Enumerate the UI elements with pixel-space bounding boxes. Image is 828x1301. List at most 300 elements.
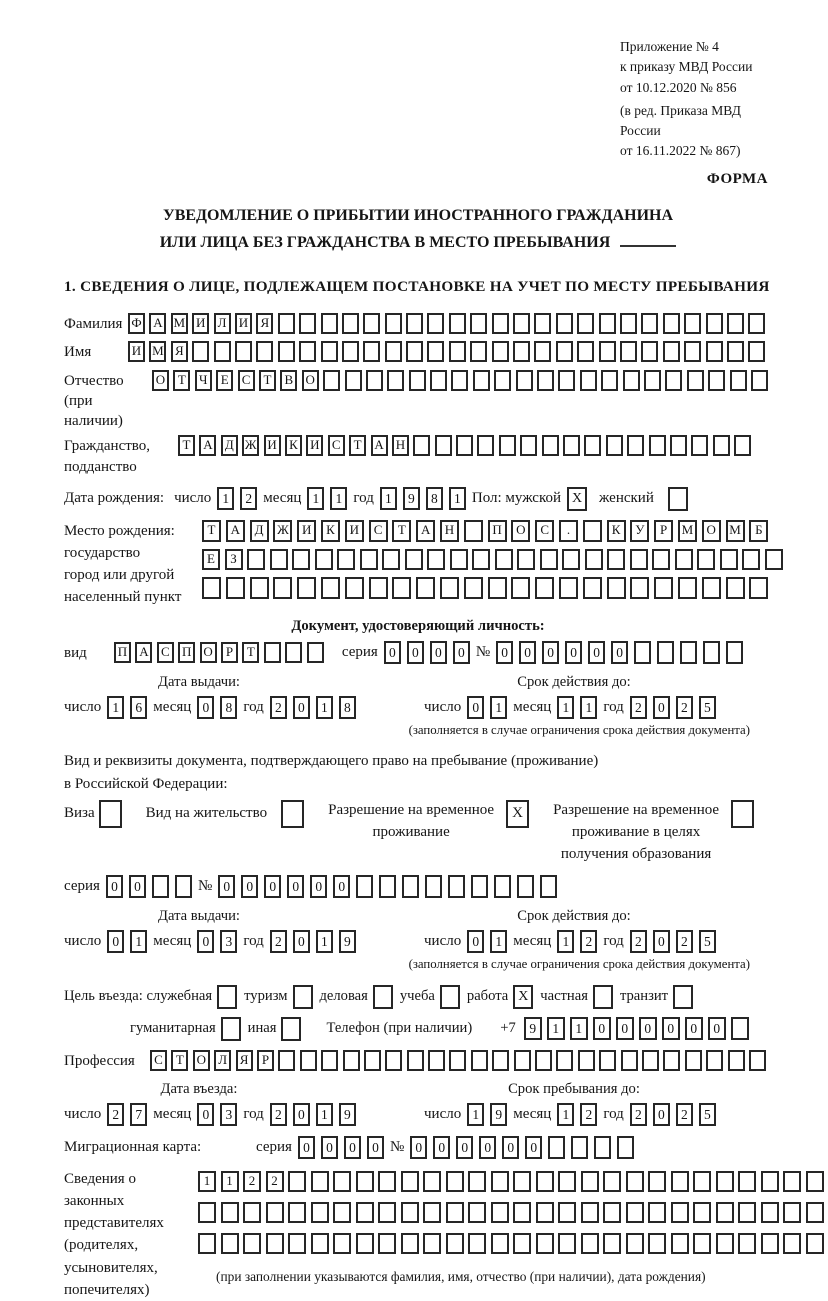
form-cell[interactable] [342,313,359,334]
form-cell[interactable] [691,435,708,456]
form-cell[interactable] [491,1202,509,1223]
form-cell[interactable] [716,1233,734,1254]
form-cell[interactable]: 0 [384,641,401,664]
form-cell[interactable]: 8 [426,487,443,510]
form-cell[interactable] [451,370,468,391]
form-cell[interactable] [726,577,745,599]
form-cell[interactable]: 0 [197,930,214,953]
form-cell[interactable] [413,435,430,456]
form-cell[interactable] [749,577,768,599]
form-cell[interactable] [558,1171,576,1192]
form-cell[interactable] [345,577,364,599]
form-cell[interactable] [273,577,292,599]
form-cell[interactable] [409,370,426,391]
sex-female-checkbox[interactable] [668,487,688,511]
form-cell[interactable] [534,313,551,334]
form-cell[interactable] [470,313,487,334]
form-cell[interactable] [491,1233,509,1254]
form-cell[interactable] [366,370,383,391]
form-cell[interactable] [468,1171,486,1192]
form-cell[interactable] [738,1202,756,1223]
form-cell[interactable]: Т [392,520,411,542]
form-cell[interactable] [783,1202,801,1223]
form-cell[interactable]: 2 [240,487,257,510]
form-cell[interactable]: 0 [639,1017,657,1040]
form-cell[interactable] [423,1171,441,1192]
form-cell[interactable] [648,1233,666,1254]
form-cell[interactable] [311,1202,329,1223]
form-cell[interactable] [517,549,535,570]
form-cell[interactable]: И [192,313,209,334]
form-cell[interactable]: 1 [570,1017,588,1040]
form-cell[interactable] [468,1233,486,1254]
form-cell[interactable] [311,1233,329,1254]
form-cell[interactable] [671,1202,689,1223]
form-cell[interactable] [601,370,618,391]
form-cell[interactable] [369,577,388,599]
form-cell[interactable] [360,549,378,570]
purpose-transit-checkbox[interactable] [673,985,693,1009]
form-cell[interactable] [556,1050,573,1071]
form-cell[interactable]: К [285,435,302,456]
form-cell[interactable] [644,370,661,391]
form-cell[interactable] [345,370,362,391]
form-cell[interactable]: А [416,520,435,542]
form-cell[interactable] [499,435,516,456]
form-cell[interactable] [427,341,444,362]
form-cell[interactable]: 1 [580,696,597,719]
form-cell[interactable]: 0 [293,1103,310,1126]
form-cell[interactable]: 0 [653,1103,670,1126]
form-cell[interactable] [680,641,697,664]
form-cell[interactable] [402,875,419,898]
form-cell[interactable] [558,370,575,391]
form-cell[interactable]: О [193,1050,210,1071]
form-cell[interactable]: С [238,370,255,391]
edu-permit-checkbox[interactable] [731,800,754,828]
form-cell[interactable] [671,1233,689,1254]
form-cell[interactable]: 3 [220,930,237,953]
form-cell[interactable] [473,370,490,391]
form-cell[interactable]: 0 [525,1136,542,1159]
form-cell[interactable] [464,520,483,542]
form-cell[interactable] [321,313,338,334]
form-cell[interactable]: Ч [195,370,212,391]
form-cell[interactable]: И [297,520,316,542]
form-cell[interactable]: 2 [270,696,287,719]
form-cell[interactable] [378,1202,396,1223]
form-cell[interactable] [706,313,723,334]
form-cell[interactable]: 2 [266,1171,284,1192]
form-cell[interactable]: 0 [588,641,605,664]
form-cell[interactable] [492,341,509,362]
form-cell[interactable] [385,1050,402,1071]
form-cell[interactable] [307,642,324,663]
form-cell[interactable]: У [630,520,649,542]
form-cell[interactable] [266,1233,284,1254]
form-cell[interactable]: Р [654,520,673,542]
form-cell[interactable]: О [302,370,319,391]
purpose-study-checkbox[interactable] [440,985,460,1009]
form-cell[interactable] [558,1233,576,1254]
form-cell[interactable] [540,549,558,570]
form-cell[interactable]: 0 [218,875,235,898]
form-cell[interactable] [323,370,340,391]
form-cell[interactable]: И [306,435,323,456]
form-cell[interactable] [748,313,765,334]
form-cell[interactable]: 2 [676,930,693,953]
purpose-private-checkbox[interactable] [593,985,613,1009]
form-cell[interactable]: 9 [524,1017,542,1040]
form-cell[interactable]: Е [202,549,220,570]
form-cell[interactable] [620,313,637,334]
form-cell[interactable] [607,549,625,570]
form-cell[interactable] [456,435,473,456]
form-cell[interactable]: 0 [410,1136,427,1159]
form-cell[interactable] [247,549,265,570]
form-cell[interactable]: 0 [293,930,310,953]
form-cell[interactable] [321,1050,338,1071]
form-cell[interactable] [671,1171,689,1192]
form-cell[interactable] [742,549,760,570]
form-cell[interactable]: 0 [321,1136,338,1159]
form-cell[interactable] [401,1233,419,1254]
form-cell[interactable]: 1 [557,1103,574,1126]
form-cell[interactable]: 1 [217,487,234,510]
purpose-humanitarian-checkbox[interactable] [221,1017,241,1041]
form-cell[interactable]: 0 [467,696,484,719]
form-cell[interactable] [603,1233,621,1254]
temp-permit-checkbox[interactable]: X [506,800,529,828]
form-cell[interactable] [440,577,459,599]
form-cell[interactable]: 2 [630,930,647,953]
form-cell[interactable] [783,1171,801,1192]
form-cell[interactable]: 0 [593,1017,611,1040]
form-cell[interactable] [663,313,680,334]
form-cell[interactable] [356,875,373,898]
form-cell[interactable] [806,1233,824,1254]
form-cell[interactable] [378,1233,396,1254]
form-cell[interactable]: 1 [490,696,507,719]
form-cell[interactable] [379,875,396,898]
form-cell[interactable]: 2 [676,696,693,719]
form-cell[interactable]: 1 [547,1017,565,1040]
form-cell[interactable] [577,341,594,362]
form-cell[interactable] [202,577,221,599]
form-cell[interactable] [578,1050,595,1071]
form-cell[interactable]: Я [236,1050,253,1071]
form-cell[interactable] [675,549,693,570]
form-cell[interactable]: Л [214,1050,231,1071]
form-cell[interactable]: 0 [611,641,628,664]
form-cell[interactable] [648,1202,666,1223]
form-cell[interactable] [727,341,744,362]
form-cell[interactable]: 0 [430,641,447,664]
form-cell[interactable] [594,1136,611,1159]
form-cell[interactable] [152,875,169,898]
form-cell[interactable] [333,1171,351,1192]
form-cell[interactable]: В [280,370,297,391]
form-cell[interactable]: 2 [630,696,647,719]
form-cell[interactable]: 2 [270,930,287,953]
form-cell[interactable] [535,577,554,599]
form-cell[interactable]: Т [259,370,276,391]
form-cell[interactable]: 9 [490,1103,507,1126]
form-cell[interactable] [702,577,721,599]
form-cell[interactable]: 0 [298,1136,315,1159]
form-cell[interactable] [748,341,765,362]
form-cell[interactable] [446,1202,464,1223]
form-cell[interactable]: С [535,520,554,542]
form-cell[interactable] [708,370,725,391]
form-cell[interactable] [720,549,738,570]
form-cell[interactable] [765,549,783,570]
form-cell[interactable]: О [200,642,217,663]
form-cell[interactable] [406,313,423,334]
form-cell[interactable]: 0 [333,875,350,898]
form-cell[interactable]: П [178,642,195,663]
form-cell[interactable] [621,1050,638,1071]
form-cell[interactable] [626,1233,644,1254]
form-cell[interactable]: 9 [339,930,356,953]
form-cell[interactable]: Д [221,435,238,456]
form-cell[interactable] [472,549,490,570]
form-cell[interactable] [364,1050,381,1071]
form-cell[interactable] [427,313,444,334]
form-cell[interactable]: А [135,642,152,663]
form-cell[interactable] [416,577,435,599]
form-cell[interactable] [626,1171,644,1192]
form-cell[interactable]: Р [221,642,238,663]
form-cell[interactable]: 2 [107,1103,124,1126]
form-cell[interactable] [548,1136,565,1159]
form-cell[interactable] [427,549,445,570]
form-cell[interactable]: 1 [490,930,507,953]
form-cell[interactable] [448,875,465,898]
form-cell[interactable] [198,1233,216,1254]
form-cell[interactable]: Б [749,520,768,542]
form-cell[interactable] [491,1171,509,1192]
form-cell[interactable]: 2 [580,930,597,953]
form-cell[interactable] [670,435,687,456]
form-cell[interactable] [250,577,269,599]
form-cell[interactable] [599,313,616,334]
form-cell[interactable]: Т [178,435,195,456]
form-cell[interactable] [697,549,715,570]
form-cell[interactable]: 1 [557,930,574,953]
form-cell[interactable]: 5 [699,930,716,953]
form-cell[interactable] [537,370,554,391]
form-cell[interactable] [449,1050,466,1071]
form-cell[interactable]: 0 [616,1017,634,1040]
form-cell[interactable] [540,875,557,898]
form-cell[interactable]: 2 [270,1103,287,1126]
form-cell[interactable] [513,313,530,334]
form-cell[interactable]: 1 [316,930,333,953]
form-cell[interactable]: Н [440,520,459,542]
form-cell[interactable]: 0 [685,1017,703,1040]
form-cell[interactable]: 0 [106,875,123,898]
form-cell[interactable]: 0 [310,875,327,898]
form-cell[interactable] [685,1050,702,1071]
form-cell[interactable]: 0 [433,1136,450,1159]
form-cell[interactable] [603,1171,621,1192]
form-cell[interactable] [536,1171,554,1192]
form-cell[interactable] [235,341,252,362]
form-cell[interactable] [297,577,316,599]
form-cell[interactable] [556,341,573,362]
form-cell[interactable]: 0 [197,1103,214,1126]
form-cell[interactable] [288,1202,306,1223]
form-cell[interactable] [342,341,359,362]
form-cell[interactable] [382,549,400,570]
form-cell[interactable]: 6 [130,696,147,719]
form-cell[interactable] [693,1202,711,1223]
form-cell[interactable]: 8 [339,696,356,719]
form-cell[interactable]: И [235,313,252,334]
form-cell[interactable]: И [345,520,364,542]
form-cell[interactable] [270,549,288,570]
form-cell[interactable] [761,1202,779,1223]
form-cell[interactable] [243,1233,261,1254]
form-cell[interactable]: 0 [293,696,310,719]
form-cell[interactable] [378,1171,396,1192]
form-cell[interactable] [581,1202,599,1223]
form-cell[interactable]: И [264,435,281,456]
form-cell[interactable] [333,1233,351,1254]
form-cell[interactable] [648,1171,666,1192]
form-cell[interactable] [693,1171,711,1192]
form-cell[interactable]: 1 [557,696,574,719]
form-cell[interactable]: 0 [264,875,281,898]
form-cell[interactable] [446,1171,464,1192]
form-cell[interactable] [580,370,597,391]
form-cell[interactable] [446,1233,464,1254]
form-cell[interactable]: 7 [130,1103,147,1126]
form-cell[interactable] [806,1202,824,1223]
form-cell[interactable] [495,549,513,570]
form-cell[interactable]: Ф [128,313,145,334]
form-cell[interactable] [356,1202,374,1223]
sex-male-checkbox[interactable]: X [567,487,587,511]
form-cell[interactable] [599,341,616,362]
form-cell[interactable] [520,435,537,456]
form-cell[interactable]: А [149,313,166,334]
form-cell[interactable]: Я [171,341,188,362]
form-cell[interactable]: 1 [316,696,333,719]
form-cell[interactable] [716,1202,734,1223]
form-cell[interactable] [513,1233,531,1254]
form-cell[interactable] [425,875,442,898]
form-cell[interactable]: 8 [220,696,237,719]
form-cell[interactable] [278,313,295,334]
form-cell[interactable] [693,1233,711,1254]
form-cell[interactable] [657,641,674,664]
form-cell[interactable] [488,577,507,599]
form-cell[interactable]: 5 [699,1103,716,1126]
form-cell[interactable] [256,341,273,362]
form-cell[interactable]: М [171,313,188,334]
purpose-other-checkbox[interactable] [281,1017,301,1041]
form-cell[interactable] [663,341,680,362]
form-cell[interactable] [513,1171,531,1192]
purpose-work-checkbox[interactable]: X [513,985,533,1009]
form-cell[interactable] [387,370,404,391]
form-cell[interactable] [266,1202,284,1223]
form-cell[interactable] [514,1050,531,1071]
form-cell[interactable]: Е [216,370,233,391]
form-cell[interactable] [406,341,423,362]
form-cell[interactable] [652,549,670,570]
form-cell[interactable] [343,1050,360,1071]
form-cell[interactable] [513,1202,531,1223]
form-cell[interactable] [623,370,640,391]
form-cell[interactable]: К [321,520,340,542]
form-cell[interactable] [401,1202,419,1223]
form-cell[interactable]: А [226,520,245,542]
form-cell[interactable] [581,1171,599,1192]
form-cell[interactable]: 0 [197,696,214,719]
form-cell[interactable] [450,549,468,570]
form-cell[interactable] [606,435,623,456]
form-cell[interactable] [311,1171,329,1192]
form-cell[interactable] [684,313,701,334]
form-cell[interactable] [703,641,720,664]
form-cell[interactable]: О [152,370,169,391]
form-cell[interactable] [492,313,509,334]
form-cell[interactable]: 2 [676,1103,693,1126]
form-cell[interactable]: 1 [107,696,124,719]
form-cell[interactable]: 1 [307,487,324,510]
form-cell[interactable] [620,341,637,362]
form-cell[interactable] [535,1050,552,1071]
form-cell[interactable] [492,1050,509,1071]
residence-permit-checkbox[interactable] [281,800,304,828]
form-cell[interactable] [321,341,338,362]
form-cell[interactable] [285,642,302,663]
form-cell[interactable] [727,313,744,334]
form-cell[interactable]: Т [202,520,221,542]
form-cell[interactable]: Ж [273,520,292,542]
visa-checkbox[interactable] [99,800,122,828]
form-cell[interactable] [607,577,626,599]
form-cell[interactable]: О [702,520,721,542]
form-cell[interactable] [641,313,658,334]
form-cell[interactable] [226,577,245,599]
form-cell[interactable] [536,1233,554,1254]
purpose-tourism-checkbox[interactable] [293,985,313,1009]
form-cell[interactable] [517,875,534,898]
form-cell[interactable] [563,435,580,456]
form-cell[interactable]: Л [214,313,231,334]
form-cell[interactable] [716,1171,734,1192]
form-cell[interactable]: 0 [565,641,582,664]
form-cell[interactable]: 0 [542,641,559,664]
form-cell[interactable] [713,435,730,456]
form-cell[interactable] [627,435,644,456]
form-cell[interactable]: С [328,435,345,456]
form-cell[interactable]: П [488,520,507,542]
form-cell[interactable] [292,549,310,570]
form-cell[interactable] [726,641,743,664]
form-cell[interactable] [556,313,573,334]
form-cell[interactable]: С [369,520,388,542]
form-cell[interactable] [706,1050,723,1071]
form-cell[interactable]: Т [349,435,366,456]
form-cell[interactable]: А [199,435,216,456]
form-cell[interactable] [175,875,192,898]
form-cell[interactable] [559,577,578,599]
